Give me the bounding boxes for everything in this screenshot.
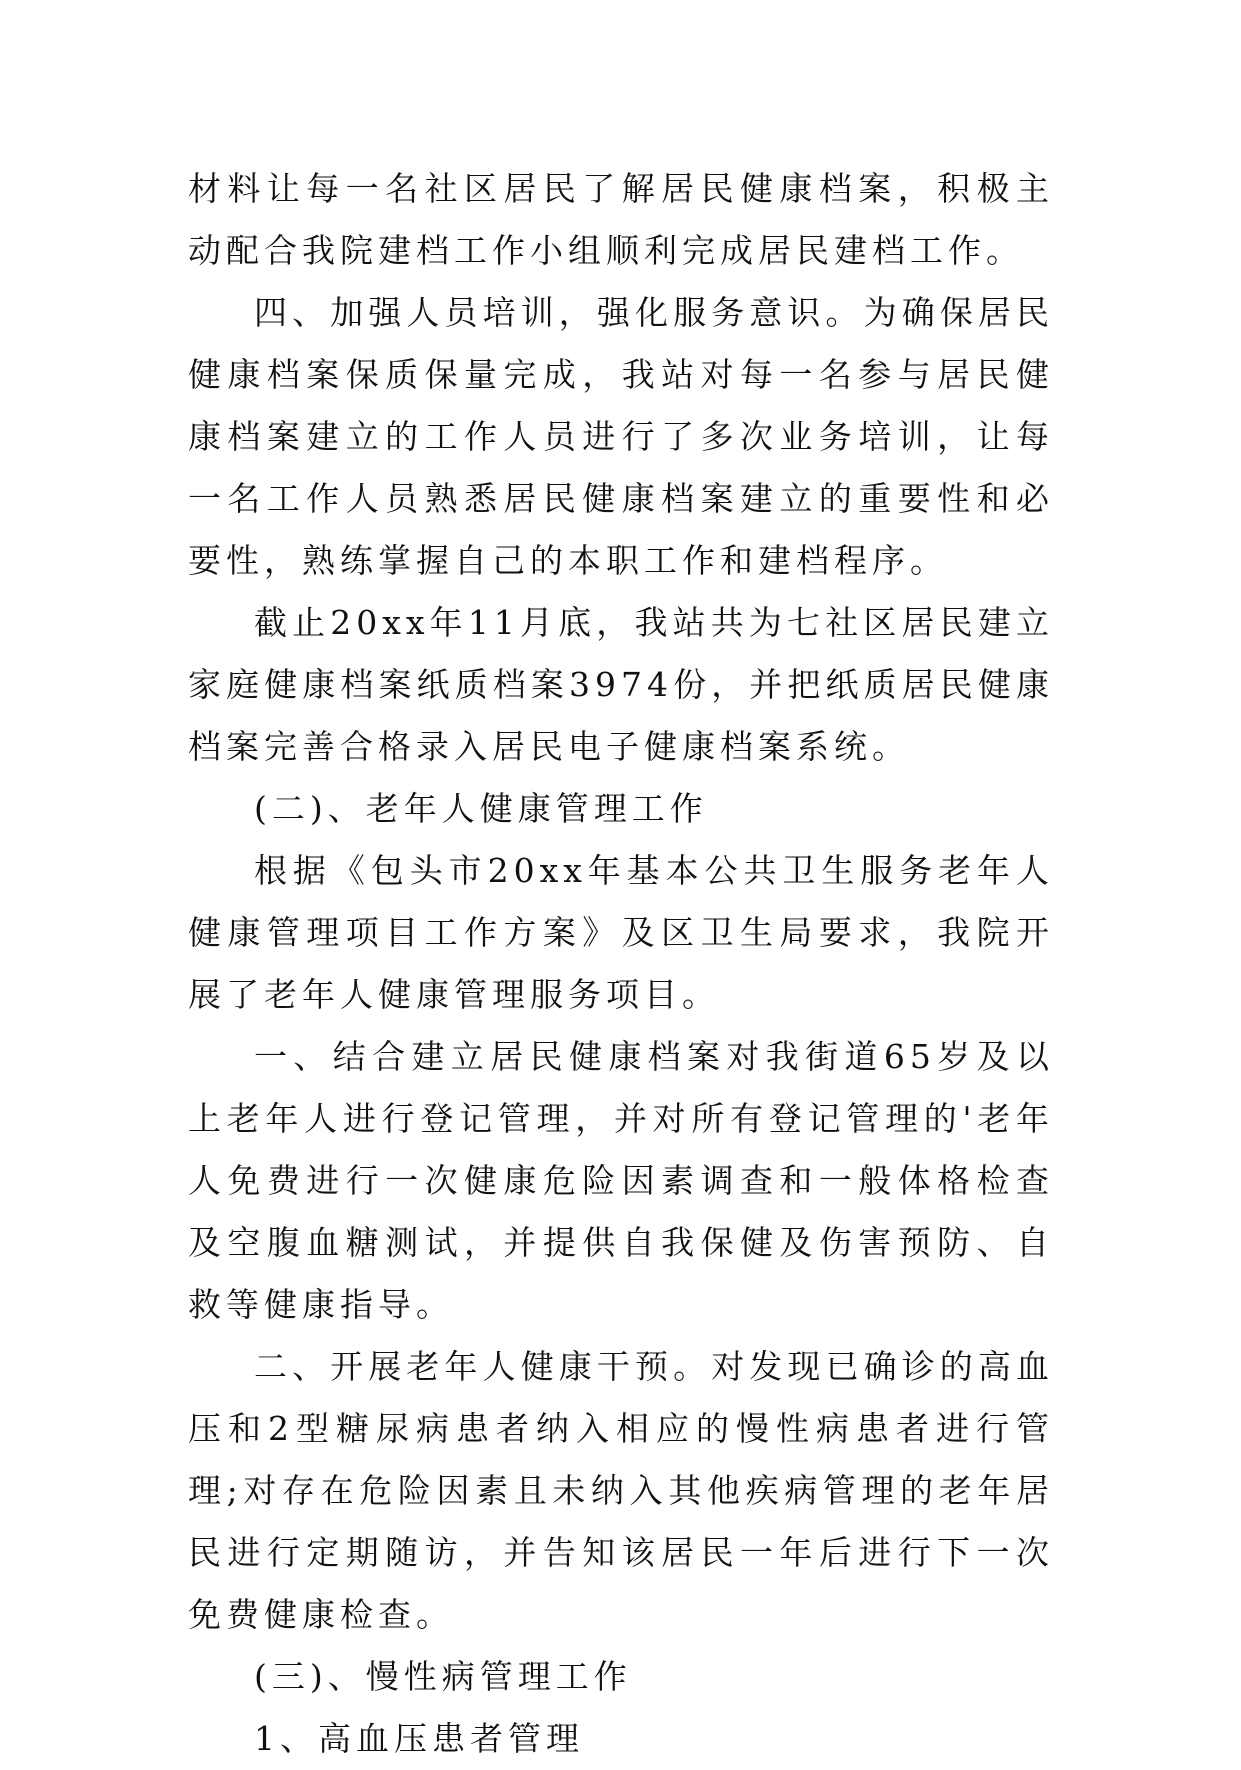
- paragraph-elderly-registration: 一、结合建立居民健康档案对我街道65岁及以上老年人进行登记管理，并对所有登记管理的'老年人免费进行一次健康危险因素调查和一般体格检查及空腹血糖测试，并提供自我保健及伤害预防、自救等健康指导。: [188, 1037, 1054, 1324]
- section-heading-elderly-health: (二)、老年人健康管理工作: [254, 789, 708, 828]
- paragraph-elderly-project-basis: 根据《包头市20xx年基本公共卫生服务老年人健康管理项目工作方案》及区卫生局要求，我院开展了老年人健康管理服务项目。: [188, 851, 1054, 1014]
- paragraph-elderly-intervention: 二、开展老年人健康干预。对发现已确诊的高血压和2型糖尿病患者纳入相应的慢性病患者进行管理;对存在危险因素且未纳入其他疾病管理的老年居民进行定期随访，并告知该居民一年后进行下一次免费健康检查。: [188, 1347, 1054, 1634]
- paragraph-records-summary: 截止20xx年11月底，我站共为七社区居民建立家庭健康档案纸质档案3974份，并把纸质居民健康档案完善合格录入居民电子健康档案系统。: [188, 603, 1054, 766]
- section-heading-chronic-disease: (三)、慢性病管理工作: [254, 1657, 632, 1696]
- paragraph-continuation: 材料让每一名社区居民了解居民健康档案，积极主动配合我院建档工作小组顺利完成居民建档工作。: [188, 169, 1054, 270]
- paragraph-staff-training: 四、加强人员培训，强化服务意识。为确保居民健康档案保质保量完成，我站对每一名参与居民健康档案建立的工作人员进行了多次业务培训，让每一名工作人员熟悉居民健康档案建立的重要性和必要性，熟练掌握自己的本职工作和建档程序。: [188, 293, 1054, 580]
- subheading-hypertension: 1、高血压患者管理: [254, 1719, 584, 1758]
- document-body: [188, 158, 1054, 1770]
